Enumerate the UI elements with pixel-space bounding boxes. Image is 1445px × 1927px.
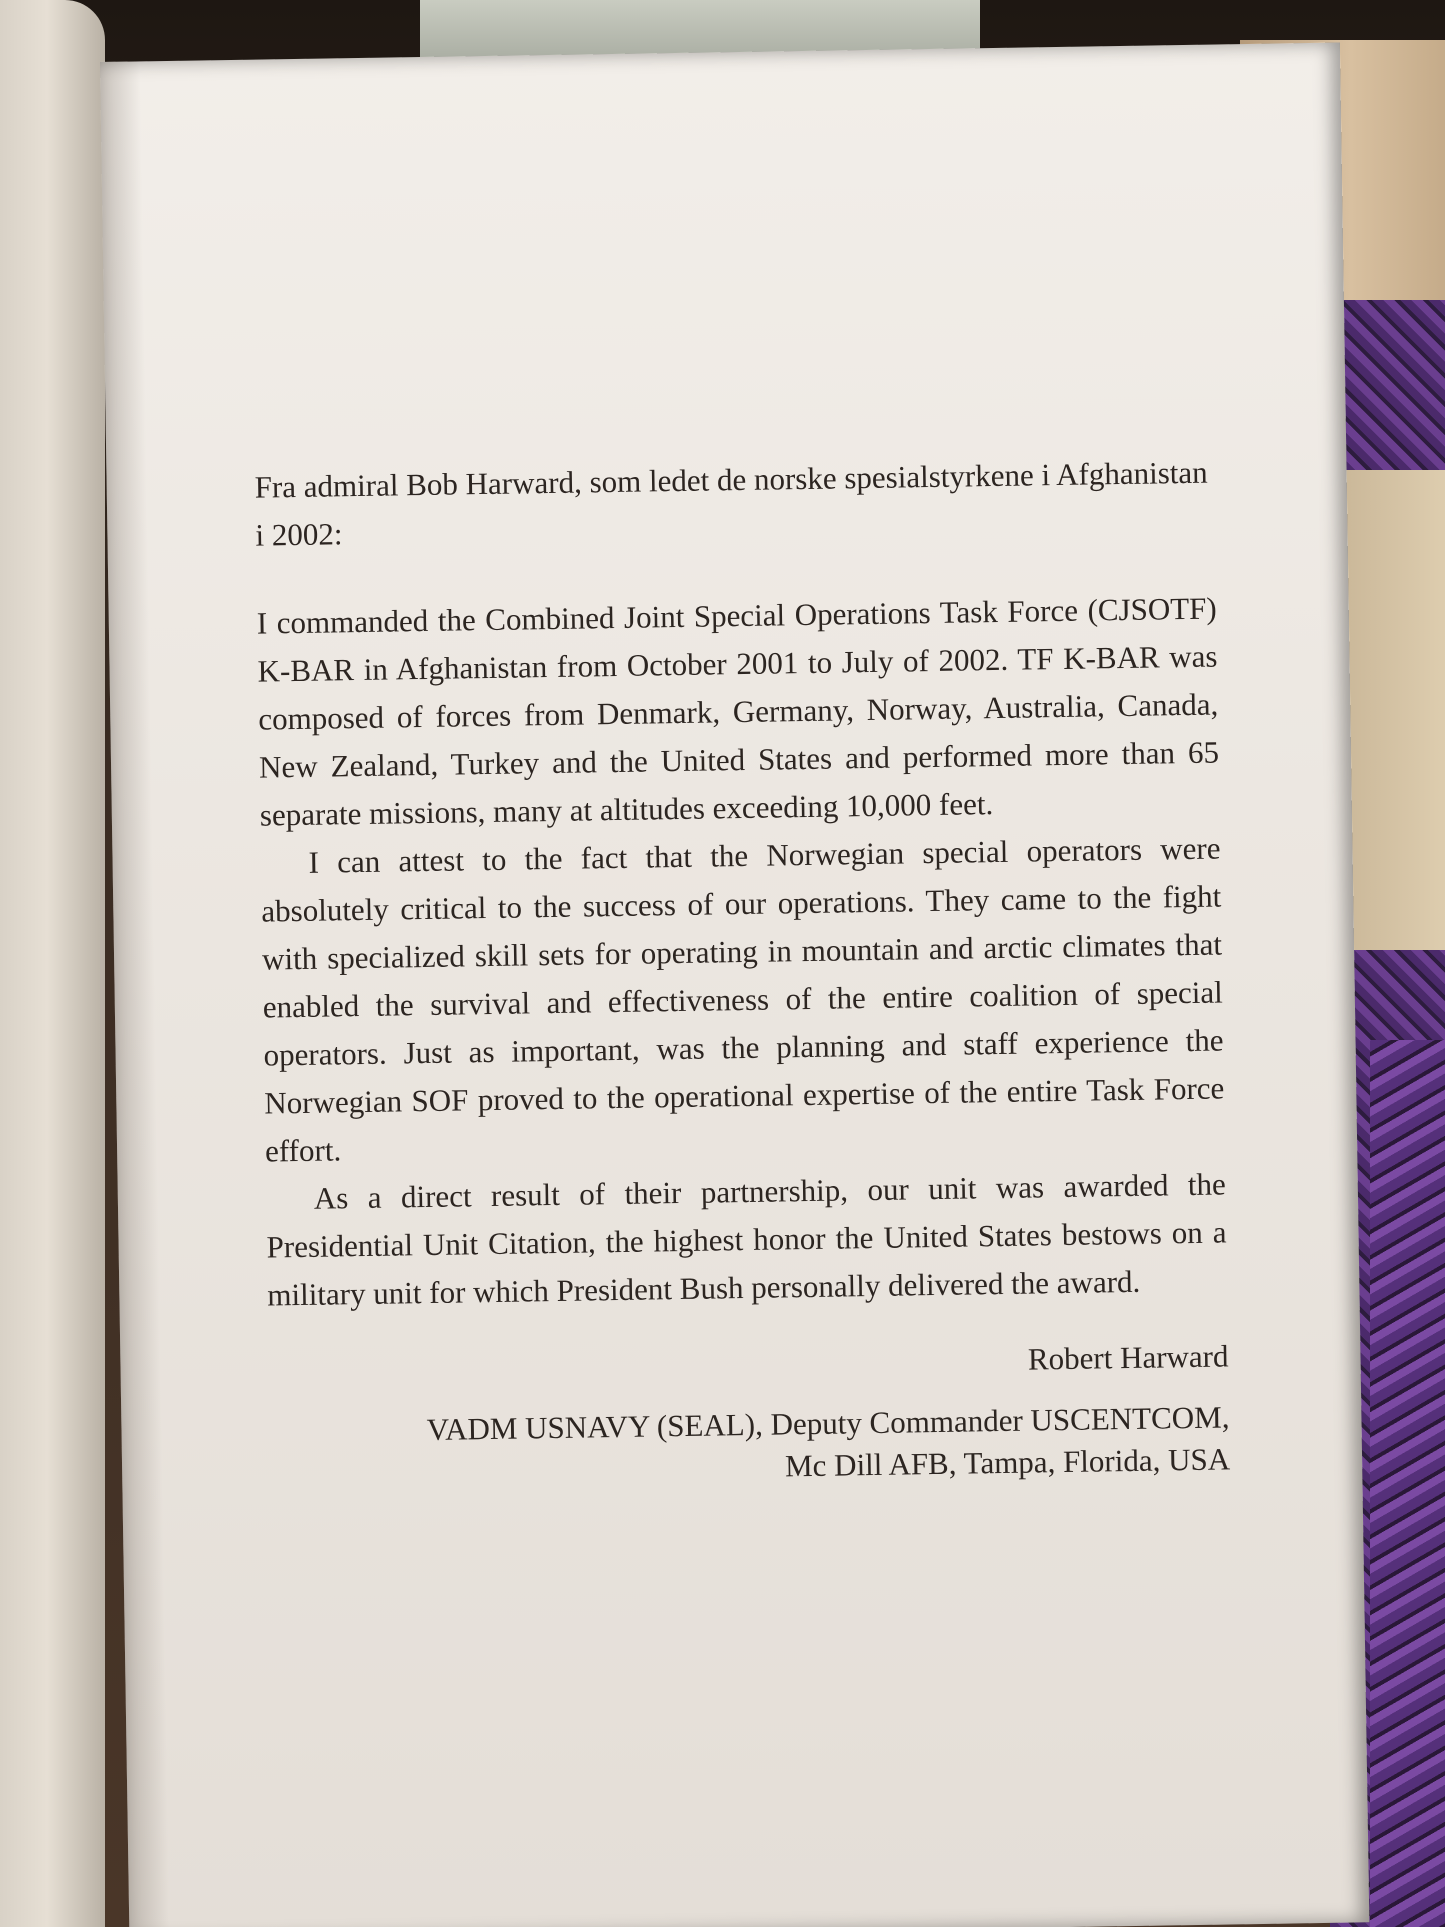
left-page-edge bbox=[0, 0, 105, 1927]
signature-title-line-2: Mc Dill AFB, Tampa, Florida, USA bbox=[784, 1441, 1231, 1484]
intro-paragraph: Fra admiral Bob Harward, som ledet de norske spesialstyrkene i Afghanistan i 2002: bbox=[254, 454, 1208, 553]
signature-name: Robert Harward bbox=[1027, 1338, 1229, 1377]
signature-block bbox=[268, 1332, 1230, 1495]
purple-cloth-lower bbox=[1370, 1040, 1445, 1927]
book-page bbox=[100, 43, 1369, 1927]
body-paragraph-3: As a direct result of their partnership, our unit was awarded the Presidential Unit Citation, the highest honor the United States bestows on a military unit for which President Bush personally delivered the award. bbox=[266, 1166, 1227, 1313]
page-text bbox=[254, 449, 1230, 1496]
body-paragraph-2: I can attest to the fact that the Norwegian special operators were absolutely critical to the success of our operations. They came to the fight with specialized skill sets for operating in mountain and arctic climates that enabled the survival and effectiveness of the entire coalition of special operators. Just as important, was the planning and staff experience the Norwegian SOF proved to the operational expertise of the entire Task Force effort. bbox=[261, 830, 1225, 1169]
body-paragraph-1: I commanded the Combined Joint Special Operations Task Force (CJSOTF) K-BAR in Afghanistan from October 2001 to July of 2002. TF K-BAR was composed of forces from Denmark, Germany, Norway, Australia, Canada, New Zealand, Turkey and the United States and performed more than 65 separate missions, many at altitudes exceeding 10,000 feet. bbox=[256, 590, 1220, 833]
signature-title-line-1: VADM USNAVY (SEAL), Deputy Commander USCENTCOM, bbox=[426, 1399, 1230, 1448]
